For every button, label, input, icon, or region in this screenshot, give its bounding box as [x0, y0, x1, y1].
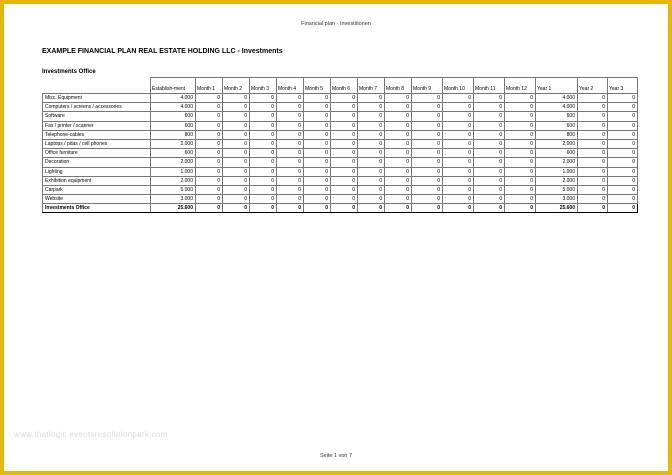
value-cell: 600	[151, 149, 196, 158]
value-cell: 0	[331, 139, 358, 148]
value-cell: 0	[474, 158, 505, 167]
value-cell: 0	[412, 103, 443, 112]
value-cell: 4.000	[536, 103, 578, 112]
value-cell: 0	[412, 176, 443, 185]
row-label: Fax / printer / scanner	[43, 121, 151, 130]
value-cell: 0	[385, 103, 412, 112]
value-cell: 0	[578, 103, 608, 112]
value-cell: 0	[277, 130, 304, 139]
value-cell: 600	[536, 112, 578, 121]
value-cell: 0	[443, 158, 474, 167]
column-header: Month 3	[250, 78, 277, 94]
value-cell: 0	[304, 149, 331, 158]
value-cell: 0	[505, 139, 536, 148]
row-label: Computers / screens / accessories	[43, 103, 151, 112]
value-cell: 0	[196, 103, 223, 112]
value-cell: 2.000	[536, 158, 578, 167]
value-cell: 0	[608, 176, 638, 185]
table-header-row	[43, 78, 638, 94]
row-label: Exhibition equipment	[43, 176, 151, 185]
value-cell: 0	[443, 149, 474, 158]
row-label: Misc. Equipment	[43, 94, 151, 103]
value-cell: 2.000	[151, 158, 196, 167]
value-cell: 0	[196, 130, 223, 139]
value-cell: 2.000	[151, 139, 196, 148]
value-cell: 0	[304, 195, 331, 204]
value-cell: 0	[223, 94, 250, 103]
value-cell: 0	[385, 176, 412, 185]
value-cell: 0	[385, 204, 412, 213]
value-cell: 25.600	[536, 204, 578, 213]
column-header: Year 1	[536, 78, 578, 94]
row-label: Investments Office	[43, 204, 151, 213]
value-cell: 0	[277, 121, 304, 130]
value-cell: 0	[505, 158, 536, 167]
value-cell: 0	[608, 204, 638, 213]
table-row	[43, 158, 638, 167]
value-cell: 0	[358, 121, 385, 130]
value-cell: 0	[277, 103, 304, 112]
table-row	[43, 121, 638, 130]
value-cell: 0	[196, 204, 223, 213]
value-cell: 0	[331, 94, 358, 103]
value-cell: 0	[358, 167, 385, 176]
value-cell: 0	[331, 158, 358, 167]
value-cell: 0	[443, 139, 474, 148]
column-header: Month 2	[223, 78, 250, 94]
value-cell: 0	[223, 185, 250, 194]
value-cell: 0	[608, 139, 638, 148]
value-cell: 0	[304, 94, 331, 103]
value-cell: 0	[358, 112, 385, 121]
column-header: Month 6	[331, 78, 358, 94]
value-cell: 0	[474, 204, 505, 213]
table-row	[43, 167, 638, 176]
value-cell: 0	[474, 94, 505, 103]
value-cell: 4.000	[151, 94, 196, 103]
value-cell: 0	[250, 195, 277, 204]
value-cell: 0	[250, 204, 277, 213]
section-title: Investments Office	[42, 69, 96, 75]
value-cell: 0	[385, 158, 412, 167]
value-cell: 0	[358, 158, 385, 167]
row-label: Office furniture	[43, 149, 151, 158]
table-row	[43, 195, 638, 204]
value-cell: 0	[250, 130, 277, 139]
column-header: Month 10	[443, 78, 474, 94]
column-header: Month 12	[505, 78, 536, 94]
value-cell: 0	[196, 167, 223, 176]
value-cell: 0	[578, 149, 608, 158]
value-cell: 0	[331, 204, 358, 213]
value-cell: 0	[385, 112, 412, 121]
table-row	[43, 149, 638, 158]
value-cell: 0	[277, 204, 304, 213]
value-cell: 0	[304, 139, 331, 148]
value-cell: 0	[331, 149, 358, 158]
column-header: Month 5	[304, 78, 331, 94]
value-cell: 0	[608, 112, 638, 121]
value-cell: 0	[223, 130, 250, 139]
value-cell: 0	[385, 167, 412, 176]
value-cell: 3.000	[151, 195, 196, 204]
value-cell: 0	[578, 204, 608, 213]
value-cell: 4.000	[151, 103, 196, 112]
value-cell: 0	[385, 130, 412, 139]
value-cell: 600	[151, 112, 196, 121]
value-cell: 0	[250, 94, 277, 103]
value-cell: 0	[331, 195, 358, 204]
value-cell: 0	[505, 103, 536, 112]
column-header: Month 11	[474, 78, 505, 94]
value-cell: 0	[331, 130, 358, 139]
value-cell: 0	[385, 139, 412, 148]
column-header: Month 4	[277, 78, 304, 94]
value-cell: 600	[151, 121, 196, 130]
table-row	[43, 130, 638, 139]
value-cell: 0	[250, 158, 277, 167]
table-row	[43, 112, 638, 121]
value-cell: 0	[474, 195, 505, 204]
value-cell: 0	[608, 149, 638, 158]
value-cell: 0	[608, 185, 638, 194]
value-cell: 0	[331, 167, 358, 176]
value-cell: 0	[505, 176, 536, 185]
value-cell: 0	[331, 176, 358, 185]
value-cell: 0	[443, 204, 474, 213]
value-cell: 0	[331, 121, 358, 130]
row-label: Laptops / pdas / cell phones	[43, 139, 151, 148]
value-cell: 0	[412, 112, 443, 121]
value-cell: 0	[277, 158, 304, 167]
column-header: Month 9	[412, 78, 443, 94]
value-cell: 0	[443, 103, 474, 112]
value-cell: 0	[196, 176, 223, 185]
value-cell: 0	[304, 204, 331, 213]
investments-table	[42, 77, 638, 213]
table-row	[43, 176, 638, 185]
value-cell: 0	[358, 130, 385, 139]
value-cell: 0	[277, 195, 304, 204]
value-cell: 0	[223, 103, 250, 112]
value-cell: 0	[196, 139, 223, 148]
value-cell: 2.000	[536, 139, 578, 148]
value-cell: 0	[474, 149, 505, 158]
table-row	[43, 103, 638, 112]
value-cell: 0	[358, 103, 385, 112]
value-cell: 2.000	[536, 176, 578, 185]
value-cell: 0	[250, 185, 277, 194]
value-cell: 0	[385, 195, 412, 204]
table-row	[43, 94, 638, 103]
value-cell: 0	[277, 112, 304, 121]
value-cell: 800	[151, 130, 196, 139]
value-cell: 0	[277, 149, 304, 158]
value-cell: 0	[505, 121, 536, 130]
value-cell: 0	[250, 167, 277, 176]
header-blank-cell	[43, 78, 151, 94]
value-cell: 0	[608, 167, 638, 176]
value-cell: 0	[304, 121, 331, 130]
value-cell: 0	[196, 149, 223, 158]
value-cell: 0	[578, 112, 608, 121]
value-cell: 0	[250, 121, 277, 130]
value-cell: 0	[474, 167, 505, 176]
value-cell: 0	[578, 139, 608, 148]
value-cell: 0	[304, 130, 331, 139]
value-cell: 0	[331, 185, 358, 194]
value-cell: 600	[536, 149, 578, 158]
value-cell: 0	[250, 112, 277, 121]
value-cell: 5.000	[151, 185, 196, 194]
value-cell: 0	[250, 149, 277, 158]
value-cell: 0	[304, 158, 331, 167]
value-cell: 0	[474, 176, 505, 185]
total-row	[43, 204, 638, 213]
value-cell: 0	[608, 94, 638, 103]
value-cell: 0	[578, 167, 608, 176]
value-cell: 600	[536, 121, 578, 130]
value-cell: 1.000	[151, 167, 196, 176]
value-cell: 0	[196, 195, 223, 204]
value-cell: 0	[578, 195, 608, 204]
value-cell: 0	[277, 94, 304, 103]
value-cell: 0	[412, 149, 443, 158]
value-cell: 0	[250, 176, 277, 185]
table-row	[43, 185, 638, 194]
value-cell: 0	[358, 204, 385, 213]
value-cell: 0	[505, 130, 536, 139]
value-cell: 0	[505, 112, 536, 121]
value-cell: 0	[358, 139, 385, 148]
value-cell: 0	[196, 158, 223, 167]
value-cell: 0	[358, 149, 385, 158]
value-cell: 0	[358, 195, 385, 204]
watermark-text: www.thatlogic.eventsresolutionpark.com	[14, 430, 168, 439]
value-cell: 25.600	[151, 204, 196, 213]
value-cell: 0	[412, 204, 443, 213]
value-cell: 0	[385, 185, 412, 194]
value-cell: 0	[223, 195, 250, 204]
value-cell: 0	[196, 112, 223, 121]
value-cell: 0	[443, 176, 474, 185]
value-cell: 0	[608, 195, 638, 204]
value-cell: 0	[412, 158, 443, 167]
value-cell: 0	[474, 185, 505, 194]
row-label: Decoration	[43, 158, 151, 167]
value-cell: 0	[608, 121, 638, 130]
value-cell: 0	[223, 121, 250, 130]
value-cell: 0	[412, 130, 443, 139]
value-cell: 0	[443, 94, 474, 103]
value-cell: 0	[223, 176, 250, 185]
value-cell: 3.000	[536, 195, 578, 204]
value-cell: 0	[505, 149, 536, 158]
row-label: Carpark	[43, 185, 151, 194]
row-label: Website	[43, 195, 151, 204]
value-cell: 0	[304, 176, 331, 185]
value-cell: 1.000	[536, 167, 578, 176]
value-cell: 0	[505, 204, 536, 213]
value-cell: 0	[223, 149, 250, 158]
row-label: Telephone-cables	[43, 130, 151, 139]
value-cell: 0	[578, 176, 608, 185]
value-cell: 0	[505, 94, 536, 103]
document-page	[4, 4, 668, 471]
value-cell: 0	[304, 112, 331, 121]
value-cell: 0	[385, 149, 412, 158]
value-cell: 0	[304, 167, 331, 176]
value-cell: 0	[443, 195, 474, 204]
value-cell: 0	[412, 185, 443, 194]
value-cell: 0	[412, 139, 443, 148]
value-cell: 0	[223, 139, 250, 148]
value-cell: 0	[608, 158, 638, 167]
value-cell: 0	[358, 185, 385, 194]
value-cell: 0	[443, 185, 474, 194]
value-cell: 0	[474, 112, 505, 121]
value-cell: 0	[474, 103, 505, 112]
value-cell: 0	[331, 112, 358, 121]
column-header: Year 3	[608, 78, 638, 94]
value-cell: 0	[331, 103, 358, 112]
column-header: Month 7	[358, 78, 385, 94]
value-cell: 0	[578, 94, 608, 103]
value-cell: 0	[578, 130, 608, 139]
row-label: Lighting	[43, 167, 151, 176]
document-title: EXAMPLE FINANCIAL PLAN REAL ESTATE HOLDING LLC - Investments	[42, 48, 283, 55]
value-cell: 0	[578, 158, 608, 167]
value-cell: 0	[412, 94, 443, 103]
value-cell: 0	[474, 130, 505, 139]
value-cell: 0	[196, 185, 223, 194]
value-cell: 2.000	[151, 176, 196, 185]
value-cell: 0	[474, 121, 505, 130]
value-cell: 0	[578, 185, 608, 194]
value-cell: 0	[250, 103, 277, 112]
value-cell: 0	[304, 103, 331, 112]
value-cell: 0	[196, 121, 223, 130]
column-header: Establish-ment	[151, 78, 196, 94]
table-row	[43, 139, 638, 148]
value-cell: 0	[277, 176, 304, 185]
column-header: Year 2	[578, 78, 608, 94]
value-cell: 0	[412, 167, 443, 176]
value-cell: 0	[443, 121, 474, 130]
value-cell: 0	[304, 185, 331, 194]
value-cell: 0	[608, 130, 638, 139]
value-cell: 0	[358, 176, 385, 185]
value-cell: 0	[608, 103, 638, 112]
value-cell: 0	[385, 94, 412, 103]
page-header: Financial plan - Investitionen	[301, 21, 371, 27]
value-cell: 0	[505, 167, 536, 176]
column-header: Month 8	[385, 78, 412, 94]
value-cell: 0	[223, 158, 250, 167]
page-footer: Seite 1 von 7	[319, 453, 353, 459]
value-cell: 0	[277, 185, 304, 194]
value-cell: 0	[505, 195, 536, 204]
value-cell: 4.000	[536, 94, 578, 103]
value-cell: 0	[443, 167, 474, 176]
value-cell: 0	[443, 112, 474, 121]
value-cell: 0	[578, 121, 608, 130]
column-header: Month 1	[196, 78, 223, 94]
row-label: Software	[43, 112, 151, 121]
value-cell: 0	[412, 121, 443, 130]
value-cell: 0	[223, 204, 250, 213]
value-cell: 0	[412, 195, 443, 204]
value-cell: 0	[277, 167, 304, 176]
value-cell: 0	[474, 139, 505, 148]
value-cell: 800	[536, 130, 578, 139]
value-cell: 5.000	[536, 185, 578, 194]
value-cell: 0	[250, 139, 277, 148]
value-cell: 0	[385, 121, 412, 130]
value-cell: 0	[277, 139, 304, 148]
value-cell: 0	[358, 94, 385, 103]
value-cell: 0	[196, 94, 223, 103]
value-cell: 0	[443, 130, 474, 139]
value-cell: 0	[505, 185, 536, 194]
value-cell: 0	[223, 167, 250, 176]
value-cell: 0	[223, 112, 250, 121]
